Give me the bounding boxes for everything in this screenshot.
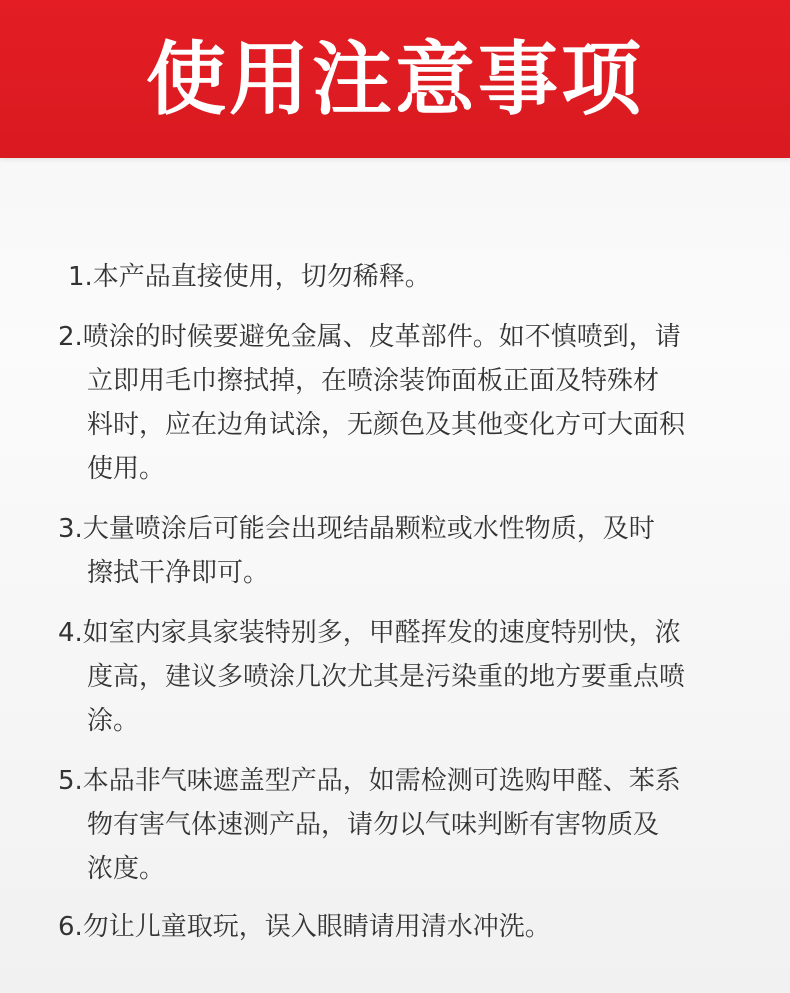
note-1-line-1: 1.本产品直接使用，切勿稀释。 (68, 262, 431, 292)
note-item-6 (58, 905, 770, 949)
note-item-3 (58, 507, 770, 595)
note-5-line-2: 物有害气体速测产品，请勿以气味判断有害物质及 (87, 810, 660, 840)
note-item-4 (58, 611, 770, 743)
page-title: 使用注意事项 (146, 33, 644, 126)
note-2-line-3: 料时，应在边角试涂，无颜色及其他变化方可大面积 (87, 410, 686, 440)
note-4-line-2: 度高，建议多喷涂几次尤其是污染重的地方要重点喷 (87, 662, 686, 692)
usage-notes-list (58, 255, 770, 949)
note-6-line-1: 6.勿让儿童取玩，误入眼睛请用清水冲洗。 (58, 912, 551, 942)
note-5-line-3: 浓度。 (87, 854, 166, 884)
note-2-line-1: 2.喷涂的时候要避免金属、皮革部件。如不慎喷到，请 (58, 322, 681, 352)
note-4-line-3: 涂。 (87, 706, 140, 736)
header-banner (0, 0, 790, 158)
note-3-line-1: 3.大量喷涂后可能会出现结晶颗粒或水性物质，及时 (58, 514, 655, 544)
note-2-line-2: 立即用毛巾擦拭掉，在喷涂装饰面板正面及特殊材 (87, 366, 660, 396)
note-item-1 (58, 255, 770, 299)
note-2-line-4: 使用。 (87, 454, 166, 484)
note-3-line-2: 擦拭干净即可。 (87, 558, 270, 588)
note-item-2 (58, 315, 770, 491)
note-5-line-1: 5.本品非气味遮盖型产品，如需检测可选购甲醛、苯系 (58, 766, 681, 796)
note-4-line-1: 4.如室内家具家装特别多，甲醛挥发的速度特别快，浓 (58, 618, 681, 648)
note-item-5 (58, 759, 770, 891)
